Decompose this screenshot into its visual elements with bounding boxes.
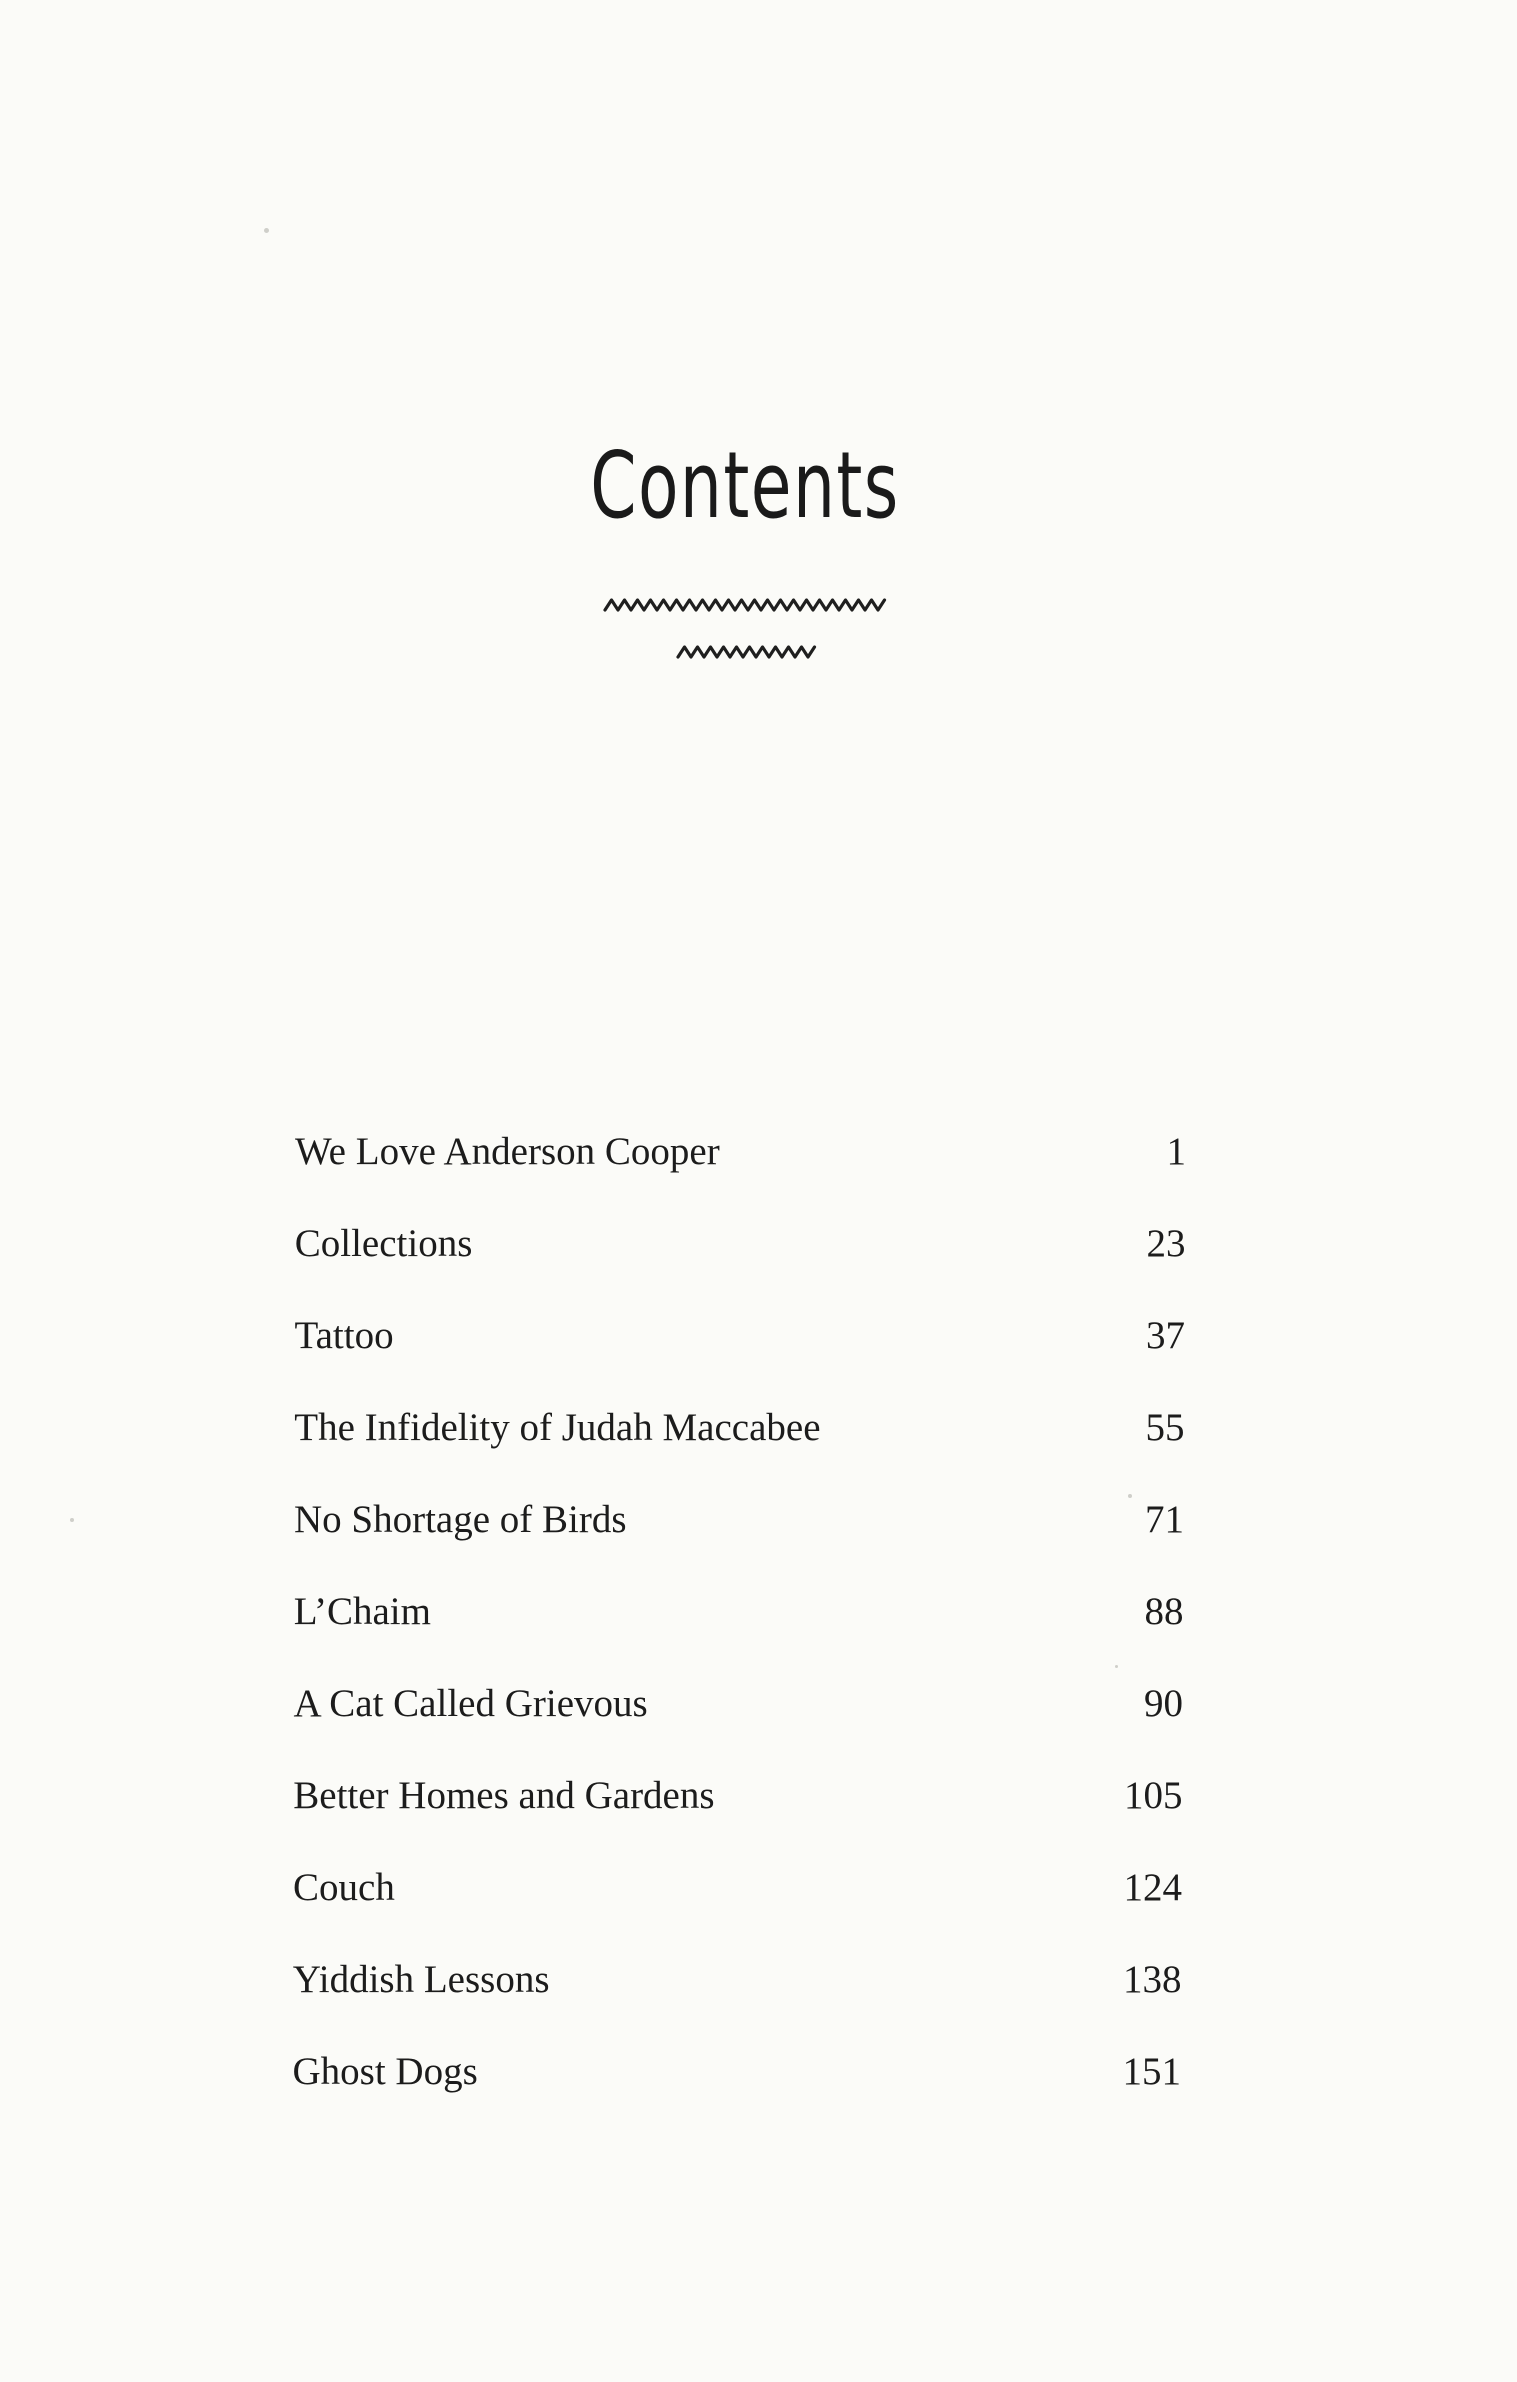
ornament-wave-short <box>676 640 820 664</box>
toc-entry <box>294 1398 1184 1458</box>
toc-entry-title: No Shortage of Birds <box>294 1498 627 1541</box>
toc-entry <box>294 1674 1184 1734</box>
toc-entry-title: The Infidelity of Judah Maccabee <box>294 1406 821 1449</box>
toc-entry-page-number: 124 <box>1123 1866 1182 1909</box>
toc-entry-page-number: 138 <box>1123 1958 1182 2001</box>
toc-entry-page-number: 105 <box>1124 1774 1183 1817</box>
toc-entry-title: Couch <box>293 1866 395 1909</box>
toc-entry <box>295 1122 1186 1182</box>
toc-entry <box>294 1490 1184 1550</box>
toc-entry-page-number: 71 <box>1145 1498 1184 1541</box>
toc-entry <box>293 1950 1182 2010</box>
toc-entry-title: A Cat Called Grievous <box>293 1682 648 1725</box>
toc-entry-page-number: 37 <box>1146 1314 1185 1357</box>
toc-entry <box>293 1858 1182 1918</box>
toc-entry-page-number: 151 <box>1122 2050 1181 2093</box>
toc-entry-page-number: 1 <box>1166 1130 1186 1173</box>
page-title: Contents <box>590 432 900 539</box>
toc-entry-title: Collections <box>294 1222 473 1265</box>
toc-entry-page-number: 88 <box>1144 1590 1184 1633</box>
toc-entry-page-number: 55 <box>1145 1406 1185 1449</box>
toc-entry-page-number: 23 <box>1146 1222 1186 1265</box>
toc-entry <box>293 1766 1182 1826</box>
toc-entry-title: Ghost Dogs <box>292 2050 478 2093</box>
toc-entry-title: Better Homes and Gardens <box>293 1774 715 1817</box>
paper-speck <box>264 228 269 233</box>
toc-entry <box>295 1306 1186 1366</box>
toc-entry <box>295 1214 1186 1274</box>
toc-entry-title: Tattoo <box>294 1314 394 1357</box>
toc-entry <box>294 1582 1184 1642</box>
toc-entry-title: Yiddish Lessons <box>292 1958 550 2001</box>
paper-speck <box>70 1518 74 1522</box>
toc-entry-title: L’Chaim <box>293 1590 431 1633</box>
ornament-wave-long <box>603 593 893 617</box>
toc-entry-title: We Love Anderson Cooper <box>295 1130 720 1173</box>
paper-speck <box>1115 1665 1118 1668</box>
toc-entry-page-number: 90 <box>1144 1682 1183 1725</box>
toc-entry <box>293 2042 1182 2102</box>
